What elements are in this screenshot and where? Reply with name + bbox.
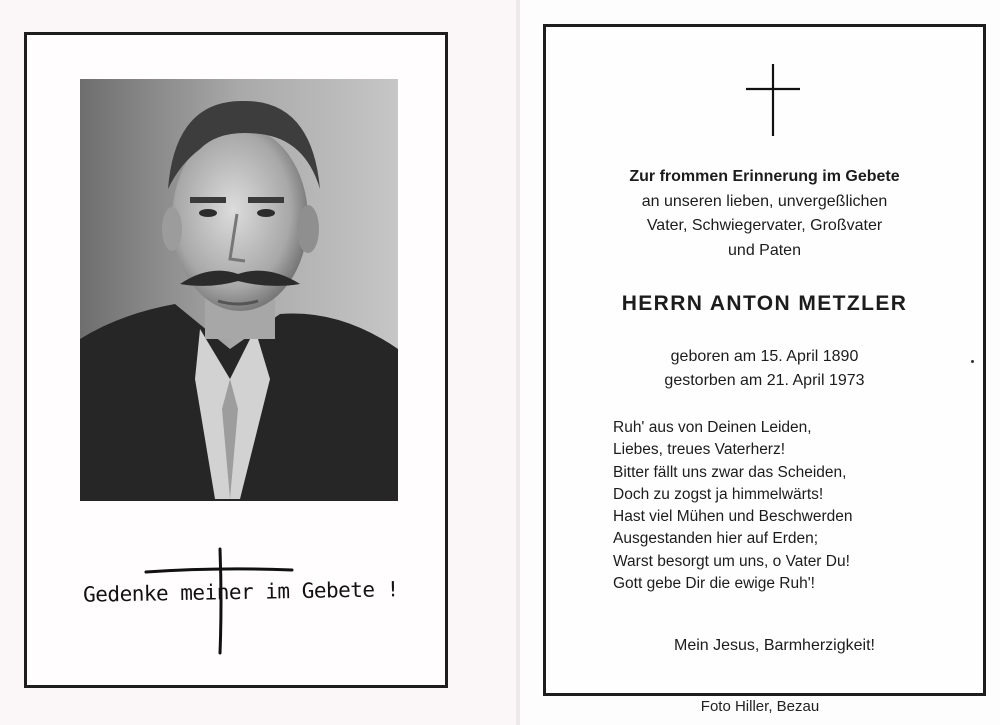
poem-line: Ruh' aus von Deinen Leiden, — [613, 419, 812, 436]
poem-line: Gott gebe Dir die ewige Ruh'! — [613, 575, 815, 593]
motto-text: Gedenke meiner im Gebete ! — [82, 577, 400, 607]
deceased-name: HERRN ANTON METZLER — [621, 292, 908, 315]
photo-credit: Foto Hiller, Bezau — [700, 698, 820, 715]
dedication-line: an unseren lieben, unvergeßlichen — [641, 192, 888, 210]
poem-line: Bitter fällt uns zwar das Scheiden, — [613, 463, 847, 481]
death-date: gestorben am 21. April 1973 — [664, 372, 865, 389]
right-card-panel — [520, 0, 1000, 725]
life-dates — [546, 345, 983, 393]
cross-icon — [746, 64, 800, 136]
dedication-line: und Paten — [728, 241, 801, 259]
left-card-frame — [24, 32, 448, 688]
dedication-heading: Zur frommen Erinnerung im Gebete — [629, 168, 900, 185]
dedication-line: Vater, Schwiegervater, Großvater — [646, 217, 883, 234]
print-speck — [971, 360, 974, 363]
poem — [613, 417, 953, 595]
poem-line: Warst besorgt um uns, o Vater Du! — [613, 552, 850, 570]
birth-date: geboren am 15. April 1890 — [670, 348, 859, 365]
poem-line: Ausgestanden hier auf Erden; — [613, 530, 819, 548]
closing-prayer: Mein Jesus, Barmherzigkeit! — [674, 637, 875, 654]
right-card-frame — [543, 24, 986, 696]
poem-line: Liebes, treues Vaterherz! — [613, 441, 786, 459]
dedication — [546, 165, 983, 263]
poem-line: Doch zu zogst ja himmelwärts! — [613, 485, 824, 503]
poem-line: Hast viel Mühen und Beschwerden — [613, 508, 853, 526]
portrait-photo — [80, 79, 398, 501]
